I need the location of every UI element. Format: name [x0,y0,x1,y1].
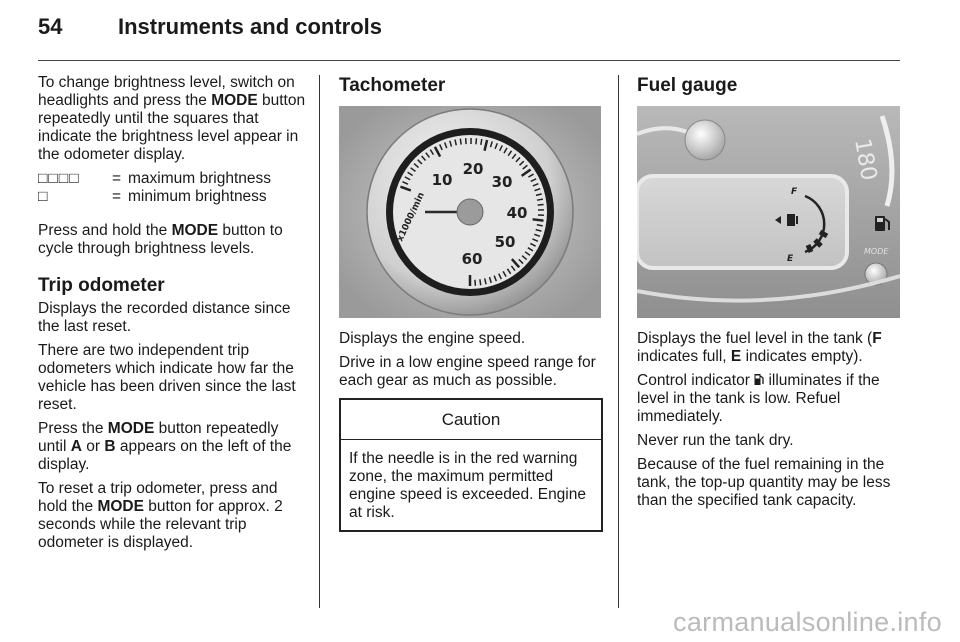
fuel-full-mark: F [791,187,798,197]
fuel-paragraph-3: Never run the tank dry. [637,432,794,449]
middle-column [339,74,607,532]
brightness-intro: To change brightness level, switch on headlights and press the MODE button repeatedly until the squares that indicate the brightness level appear in the odometer display. [38,74,306,163]
brightness-row-max: □□□□ = maximum brightness [38,170,271,187]
fuel-gauge-illustration [637,106,900,318]
top-knob [685,120,725,160]
brightness-row-min: □ = minimum brightness [38,188,267,205]
caution-title: Caution [341,400,601,440]
fuel-empty-mark: E [787,254,794,264]
needle-hub [457,199,483,225]
fuel-paragraph-2: Control indicator illuminates if the level in the tank is low. Refuel immediately. [637,372,880,425]
fuel-pump-icon [754,373,764,386]
header-divider [38,60,900,61]
tach-minor-tick [481,139,482,145]
tach-label-30: 30 [491,173,513,191]
right-column [637,74,907,516]
brightness-hold-text: Press and hold the MODE button to cycle through brightness levels. [38,222,283,257]
trip-paragraph-1: Displays the recorded distance since the last reset. [38,300,291,335]
tach-minor-tick [460,139,461,145]
mode-label: MODE [864,247,889,256]
left-column [38,74,308,558]
fuel-display-panel [637,176,847,268]
tachometer-illustration [339,106,601,318]
page-number: 54 [38,14,63,39]
trip-paragraph-4: To reset a trip odometer, press and hold the MODE button for approx. 2 seconds while the relevant trip odometer is displayed. [38,480,283,551]
tach-minor-tick [537,199,543,200]
tach-label-40: 40 [506,204,528,222]
tach-minor-tick [480,279,481,285]
column-divider [618,75,619,608]
watermark: carmanualsonline.info [673,607,942,637]
tach-label-50: 50 [494,233,516,251]
fuel-paragraph-1: Displays the fuel level in the tank (F indicates full, E indicates empty). [637,330,882,365]
tach-minor-tick [476,138,477,144]
trip-odometer-heading: Trip odometer [38,275,165,296]
page-title: Instruments and controls [118,14,383,39]
tach-unit-label: x1000/min [395,191,427,244]
tach-label-20: 20 [462,160,484,178]
tach-major-tick [533,219,544,220]
tachometer-heading: Tachometer [339,75,446,96]
fuel-gauge-heading: Fuel gauge [637,75,738,96]
tachometer-paragraph-1: Displays the engine speed. [339,330,526,347]
tachometer-paragraph-2: Drive in a low engine speed range for each gear as much as possible. [339,354,596,389]
tach-label-60: 60 [461,250,483,268]
trip-paragraph-2: There are two independent trip odometers which indicate how far the vehicle has been driven since the last reset. [38,342,296,413]
trip-paragraph-3: Press the MODE button repeatedly until A or B appears on the left of the display. [38,420,292,473]
caution-text: If the needle is in the red warning zone, the maximum permitted engine speed is exceeded. Engine at risk. [349,450,586,521]
speedometer-label: 180 [849,136,882,183]
column-divider [319,75,320,608]
brightness-table [38,170,308,206]
tach-label-10: 10 [431,171,453,189]
tach-minor-tick [538,204,544,205]
fuel-paragraph-4: Because of the fuel remaining in the tank, the top-up quantity may be less than the specified tank capacity. [637,456,891,509]
caution-box [339,398,603,532]
